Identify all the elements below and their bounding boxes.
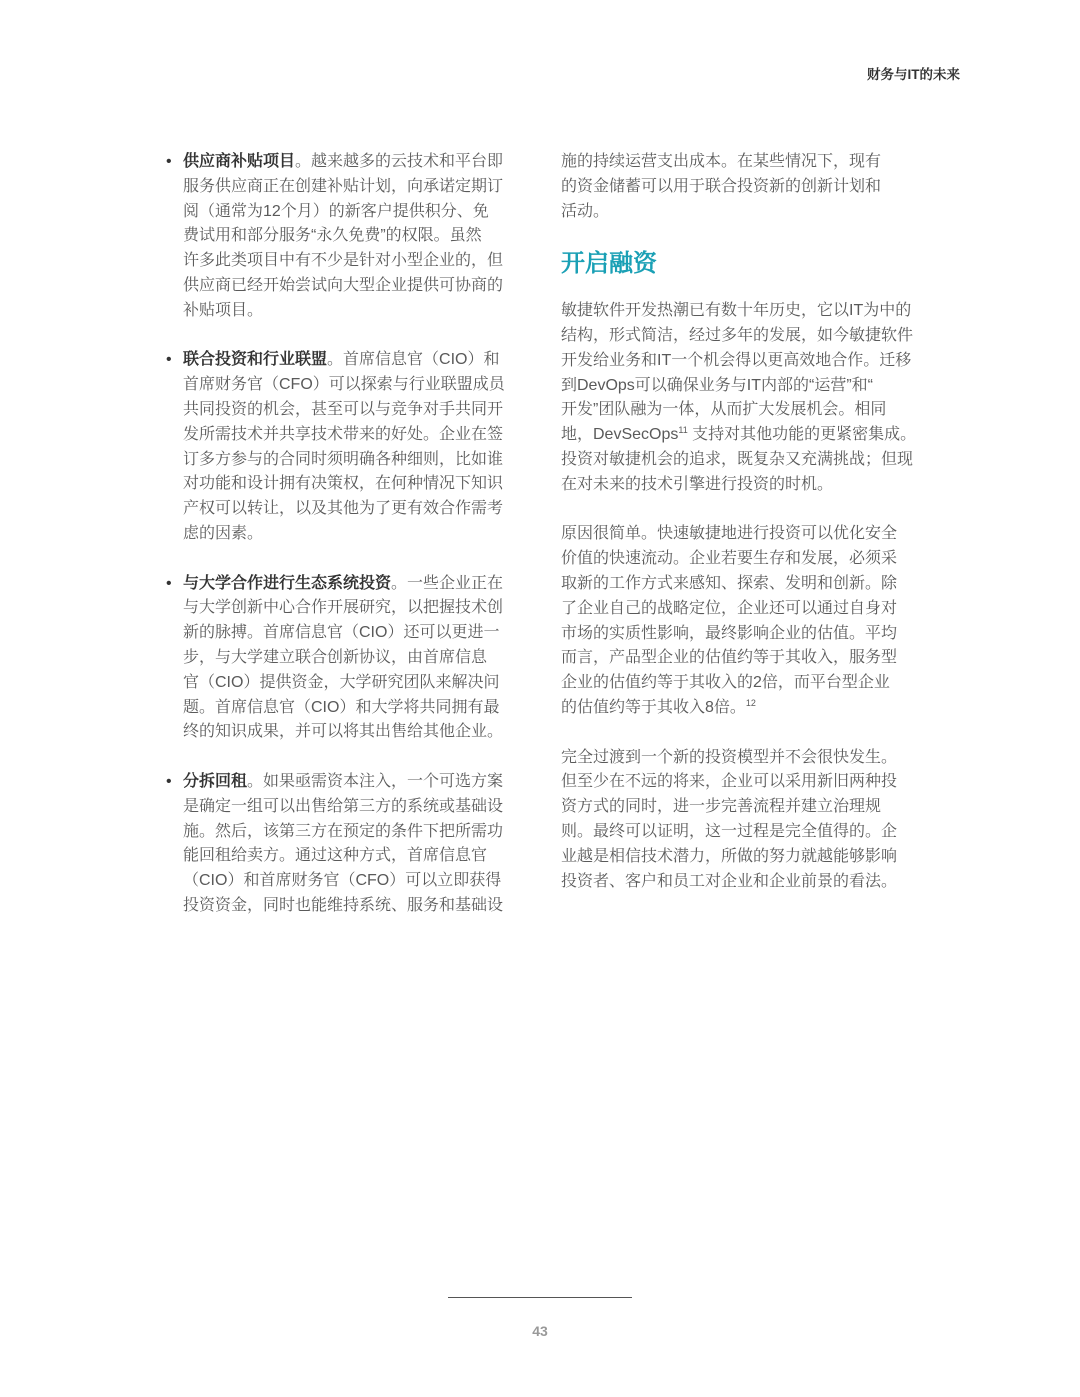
page-number: 43 xyxy=(532,1323,548,1339)
line-text: 投资资金，同时也能维持系统、服务和基础设 xyxy=(183,896,504,914)
text-line: 活动。 xyxy=(561,202,610,220)
text-line xyxy=(183,671,523,696)
bullet-title: 分拆回租 xyxy=(183,772,248,790)
line-text: 。一些企业正在 xyxy=(391,574,504,592)
text-line: 在对未来的技术引擎进行投资的时机。 xyxy=(561,475,834,493)
text-line: 但至少在不远的将来，企业可以采用新旧两种投 xyxy=(561,773,898,791)
left-column xyxy=(166,150,523,944)
text-line xyxy=(183,299,523,324)
text-line: 施的持续运营支出成本。在某些情况下，现有 xyxy=(561,153,882,170)
text-line: 取新的工作方式来感知、探索、发明和创新。除 xyxy=(561,574,898,592)
text-line: 了企业自己的战略定位，企业还可以通过自身对 xyxy=(561,599,898,617)
line-text: 许多此类项目中有不少是针对小型企业的，但 xyxy=(183,252,504,270)
text-line xyxy=(183,696,523,721)
bullet-item xyxy=(166,770,523,919)
line-text: 服务供应商正在创建补贴计划，向承诺定期订 xyxy=(183,177,504,195)
footer-divider xyxy=(448,1297,632,1298)
text-line: 原因很简单。快速敏捷地进行投资可以优化安全 xyxy=(561,525,898,543)
paragraph-transition xyxy=(561,746,921,895)
text-line xyxy=(183,844,523,869)
line-text: 的估值约等于其收入8倍。 xyxy=(561,698,746,716)
line-text: 阅（通常为12个月）的新客户提供积分、免 xyxy=(183,202,489,220)
text-line: 敏捷软件开发热潮已有数十年历史，它以IT为中的 xyxy=(561,302,912,320)
text-line: 而言，产品型企业的估值约等于其收入，服务型 xyxy=(561,649,898,667)
text-line: 企业的估值约等于其收入的2倍，而平台型企业 xyxy=(561,674,890,692)
text-line xyxy=(183,224,523,249)
line-text: （CIO）和首席财务官（CFO）可以立即获得 xyxy=(183,872,502,890)
text-line xyxy=(183,348,523,373)
text-line: 开发给业务和IT一个机会得以更高效地合作。迁移 xyxy=(561,351,912,369)
text-line: 价值的快速流动。企业若要生存和发展，必须采 xyxy=(561,550,898,568)
text-line: 资方式的同时，进一步完善流程并建立治理规 xyxy=(561,798,882,816)
text-line xyxy=(183,572,523,597)
line-text: 。如果亟需资本注入，一个可选方案 xyxy=(247,772,504,790)
line-text: 虑的因素。 xyxy=(183,524,264,542)
bullet-item xyxy=(166,348,523,546)
text-line xyxy=(183,423,523,448)
line-text: 对功能和设计拥有决策权，在何种情况下知识 xyxy=(183,475,504,493)
text-line: 的资金储蓄可以用于联合投资新的创新计划和 xyxy=(561,177,882,195)
line-text: 步，与大学建立联合创新协议，由首席信息 xyxy=(183,648,488,666)
text-line: 投资者、客户和员工对企业和企业前景的看法。 xyxy=(561,872,898,890)
right-column xyxy=(561,150,921,919)
text-line: 则。最终可以证明，这一过程是完全值得的。企 xyxy=(561,822,898,840)
text-line xyxy=(183,398,523,423)
text-line xyxy=(183,448,523,473)
bullet-item xyxy=(166,572,523,746)
text-line: 业越是相信技术潜力，所做的努力就越能够影响 xyxy=(561,847,898,865)
text-line xyxy=(183,795,523,820)
continuation-paragraph xyxy=(561,150,921,224)
text-line xyxy=(183,249,523,274)
bullet-icon: • xyxy=(166,351,172,369)
text-line xyxy=(183,621,523,646)
line-text: 地，DevSecOps xyxy=(561,426,679,444)
text-line: 结构，形式简洁，经过多年的发展，如今敏捷软件 xyxy=(561,326,914,344)
section-heading: 开启融资 xyxy=(561,250,657,278)
text-line xyxy=(183,646,523,671)
line-text: 支持对其他功能的更紧密集成。 xyxy=(687,426,917,444)
text-line: 到DevOps可以确保业务与IT内部的“运营”和“ xyxy=(561,376,874,394)
bullet-title: 供应商补贴项目 xyxy=(183,153,296,170)
footnote-ref: 12 xyxy=(745,697,756,708)
text-line xyxy=(183,274,523,299)
line-text: 终的知识成果，并可以将其出售给其他企业。 xyxy=(183,723,504,741)
text-line xyxy=(183,373,523,398)
paragraph-agile xyxy=(561,299,921,497)
text-line xyxy=(183,720,523,745)
line-text: 施。然后，该第三方在预定的条件下把所需功 xyxy=(183,822,504,840)
text-line: 投资对敏捷机会的追求，既复杂又充满挑战；但现 xyxy=(561,450,914,468)
text-line xyxy=(561,696,921,721)
text-line xyxy=(183,175,523,200)
line-text: 能回租给卖方。通过这种方式，首席信息官 xyxy=(183,847,488,865)
line-text: 订多方参与的合同时须明确各种细则，比如谁 xyxy=(183,450,504,468)
paragraph-valuation xyxy=(561,522,921,720)
text-line xyxy=(183,869,523,894)
bullet-item xyxy=(166,150,523,324)
text-line xyxy=(561,423,921,448)
text-line: 开发”团队融为一体，从而扩大发展机会。相同 xyxy=(561,401,887,419)
line-text: 首席财务官（CFO）可以探索与行业联盟成员 xyxy=(183,376,505,394)
line-text: 是确定一组可以出售给第三方的系统或基础设 xyxy=(183,797,504,815)
text-line xyxy=(183,472,523,497)
line-text: 补贴项目。 xyxy=(183,301,264,319)
text-line xyxy=(183,522,523,547)
bullet-title: 与大学合作进行生态系统投资 xyxy=(183,574,392,592)
text-line xyxy=(183,820,523,845)
text-line: 市场的实质性影响，最终影响企业的估值。平均 xyxy=(561,624,898,642)
line-text: 官（CIO）提供资金，大学研究团队来解决问 xyxy=(183,673,500,691)
text-line xyxy=(183,770,523,795)
line-text: 。首席信息官（CIO）和 xyxy=(327,351,500,369)
line-text: 费试用和部分服务“永久免费”的权限。虽然 xyxy=(183,227,482,245)
line-text: 共同投资的机会，甚至可以与竞争对手共同开 xyxy=(183,400,504,418)
footnote-ref: 11 xyxy=(678,425,688,436)
line-text: 供应商已经开始尝试向大型企业提供可协商的 xyxy=(183,276,504,294)
line-text: 。越来越多的云技术和平台即 xyxy=(295,153,504,170)
line-text: 产权可以转让，以及其他为了更有效合作需考 xyxy=(183,500,504,518)
bullet-title: 联合投资和行业联盟 xyxy=(183,351,328,369)
text-line xyxy=(183,497,523,522)
line-text: 新的脉搏。首席信息官（CIO）还可以更进一 xyxy=(183,624,500,642)
bullet-icon: • xyxy=(166,153,172,170)
text-line xyxy=(183,200,523,225)
running-header: 财务与IT的未来 xyxy=(867,67,960,82)
text-line xyxy=(183,150,523,175)
bullet-icon: • xyxy=(166,574,172,592)
line-text: 题。首席信息官（CIO）和大学将共同拥有最 xyxy=(183,698,500,716)
text-line xyxy=(183,894,523,919)
bullet-icon: • xyxy=(166,772,172,790)
text-line: 完全过渡到一个新的投资模型并不会很快发生。 xyxy=(561,748,898,766)
line-text: 发所需技术并共享技术带来的好处。企业在签 xyxy=(183,425,504,443)
text-line xyxy=(183,596,523,621)
line-text: 与大学创新中心合作开展研究，以把握技术创 xyxy=(183,599,504,617)
